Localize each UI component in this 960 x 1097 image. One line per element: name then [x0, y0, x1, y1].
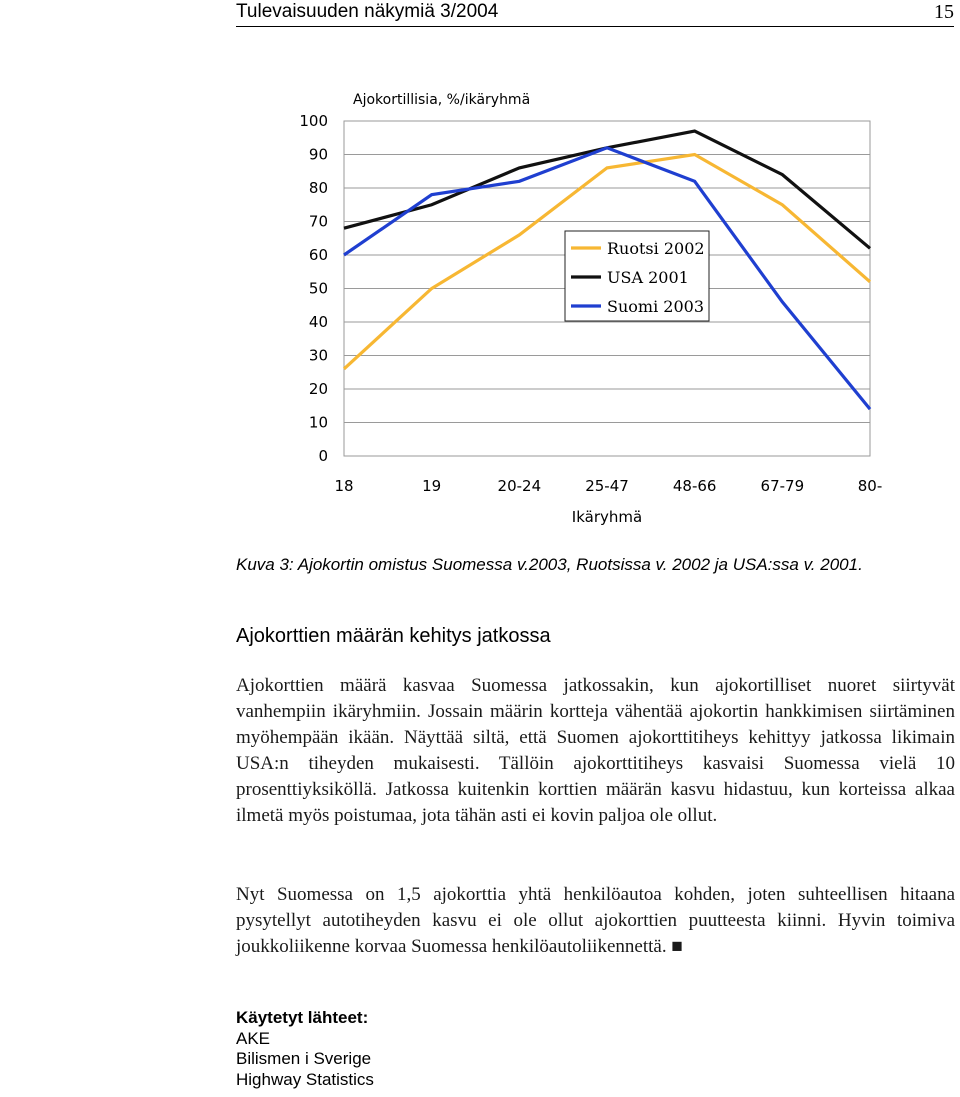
x-tick-label: 20-24	[497, 477, 542, 495]
y-tick-label: 0	[318, 447, 328, 465]
x-axis-title: Ikäryhmä	[571, 508, 643, 526]
y-axis-title: Ajokortillisia, %/ikäryhmä	[353, 92, 531, 108]
x-tick-label: 19	[422, 477, 442, 495]
publication-title: Tulevaisuuden näkymiä 3/2004	[236, 1, 499, 22]
legend-label: Suomi 2003	[607, 297, 704, 316]
y-tick-label: 70	[308, 212, 328, 231]
y-tick-label: 80	[308, 179, 328, 197]
x-tick-label: 67-79	[760, 477, 805, 495]
page-number: 15	[934, 1, 954, 23]
reference-item: AKE	[236, 1028, 271, 1048]
body-paragraph-2: Nyt Suomessa on 1,5 ajokorttia yhtä henkilöautoa kohden, joten suhteellisen hitaana pysytellyt autotiheyden kasvu ei ole ollut ajokorttien puutteesta kiinni. Hyvin toimiva joukkoliikenne korvaa Suomessa henkilöautoliikennettä. ■	[236, 884, 955, 957]
y-tick-label: 10	[308, 413, 328, 432]
y-tick-label: 90	[308, 145, 328, 164]
y-tick-label: 100	[299, 112, 328, 130]
section-heading: Ajokorttien määrän kehitys jatkossa	[236, 625, 551, 647]
x-tick-label: 80-	[857, 477, 883, 495]
references	[236, 1008, 374, 1090]
y-tick-label: 40	[308, 313, 328, 331]
body-paragraph-1: Ajokorttien määrä kasvaa Suomessa jatkossakin, kun ajokortilliset nuoret siirtyvät vanhempiin ikäryhmiin. Jossain määrin kortteja vähentää ajokortin hankkimisen siirtäminen myöhempään ikään. Näyttää siltä, että Suomen ajokorttitiheys kehittyy jatkossa likimain USA:n tiheyden mukaisesti. Tällöin ajokorttitiheys kasvaisi Suomessa vielä 10 prosenttiyksiköllä. Jatkossa kuitenkin korttien määrän kasvu hidastuu, kun korteissa alkaa ilmetä myös poistumaa, jota tähän asti ei kovin paljoa ole ollut.	[236, 675, 955, 826]
y-tick-label: 20	[308, 380, 328, 398]
reference-item: Highway Statistics	[236, 1069, 374, 1089]
y-tick-label: 50	[308, 279, 328, 298]
page-header	[236, 0, 954, 27]
reference-item: Bilismen i Sverige	[236, 1049, 372, 1068]
y-tick-label: 30	[308, 346, 328, 365]
y-tick-label: 60	[308, 246, 328, 264]
references-title: Käytetyt lähteet:	[236, 1008, 369, 1027]
x-tick-label: 48-66	[672, 477, 717, 495]
legend-label: USA 2001	[607, 268, 689, 287]
x-tick-label: 25-47	[585, 477, 629, 495]
legend-label: Ruotsi 2002	[607, 239, 705, 258]
line-chart	[290, 75, 890, 535]
figure-caption: Kuva 3: Ajokortin omistus Suomessa v.2003, Ruotsissa v. 2002 ja USA:ssa v. 2001.	[236, 555, 863, 574]
x-tick-label: 18	[334, 477, 354, 495]
